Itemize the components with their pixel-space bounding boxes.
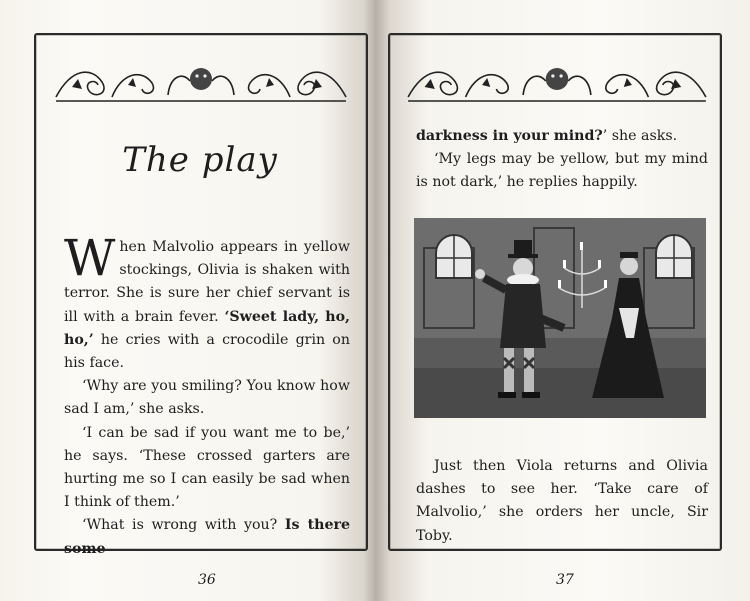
bold-quote-1: ‘Sweet lady, ho, ho,’	[64, 308, 350, 348]
paragraph-2: ‘Why are you smiling? You know how sad I am,’ she asks.	[64, 378, 350, 418]
drop-cap: W	[64, 229, 116, 287]
malvolio-olivia-illustration	[414, 218, 706, 418]
paragraph-3: ‘I can be sad if you want me to be,’ he says. ‘These crossed garters are hurting me so I can easily be sad when I think of them.’	[64, 424, 350, 511]
right-page-top-text	[416, 125, 708, 195]
ornament-header-right	[404, 57, 710, 107]
right-page-bottom-text	[416, 455, 708, 548]
page-number-right: 37	[556, 572, 574, 588]
bold-quote-3: darkness in your mind?	[416, 128, 603, 144]
paragraph-4: ‘What is wrong with you? Is there some	[64, 517, 350, 557]
page-number-left: 36	[198, 572, 216, 588]
paragraph-1: When Malvolio appears in yellow stockings, Olivia is shaken with terror. She is sure her chief servant is ill with a brain fever. ‘Sweet lady, ho, ho,’ he cries with a crocodile grin on his face.	[64, 229, 350, 372]
paragraph-continued: darkness in your mind?’ she asks.	[416, 128, 678, 144]
paragraph-5: ‘My legs may be yellow, but my mind is not dark,’ he replies happily.	[416, 151, 708, 191]
ornament-header-left	[52, 57, 350, 107]
paragraph-6: Just then Viola returns and Olivia dashes to see her. ‘Take care of Malvolio,’ she orders her uncle, Sir Toby.	[416, 458, 708, 544]
chapter-title: The play	[122, 140, 278, 180]
left-page-text	[64, 229, 350, 561]
bold-quote-2: Is there some	[64, 517, 350, 557]
